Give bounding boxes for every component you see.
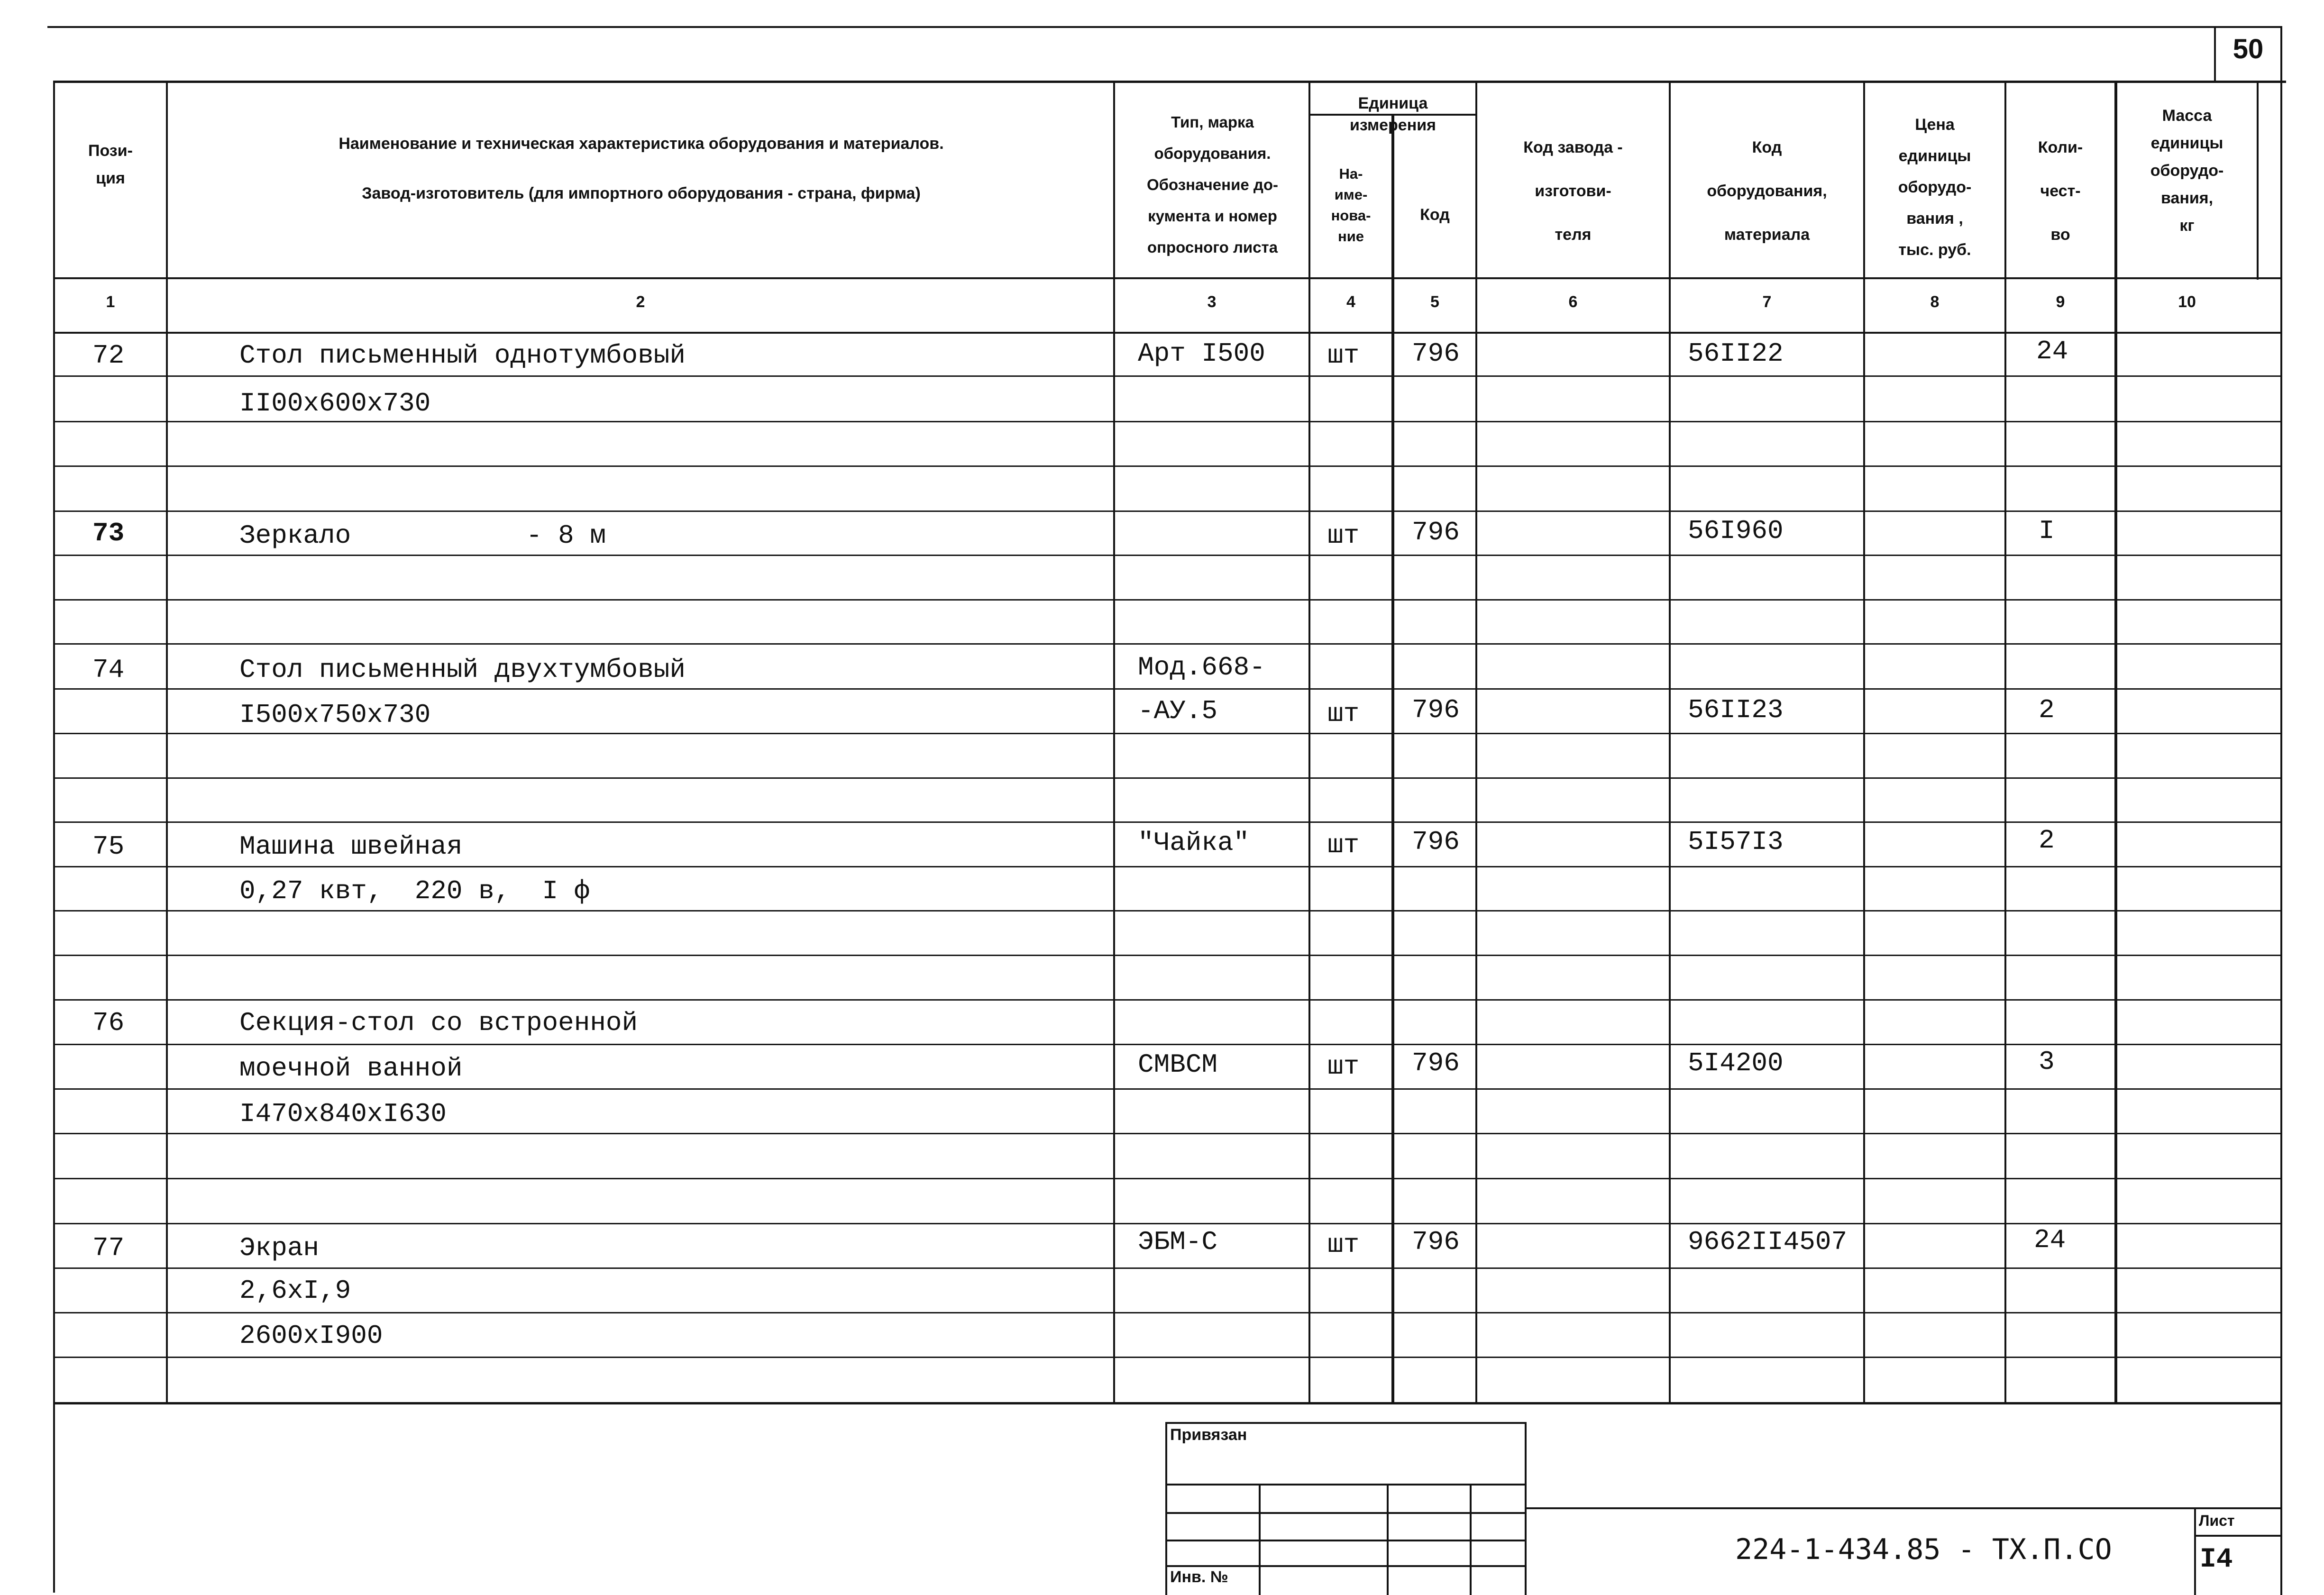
item-unit: шт xyxy=(1327,830,1360,860)
item-unit-code: 796 xyxy=(1412,695,1460,725)
stamp-line xyxy=(2194,1507,2196,1595)
row-line xyxy=(53,1223,2281,1224)
item-name-line: I500x750x730 xyxy=(239,700,431,730)
item-name-line: Экран xyxy=(239,1233,320,1263)
row-line xyxy=(53,999,2281,1001)
item-type-line: Мод.668- xyxy=(1138,652,1265,683)
column-number: 2 xyxy=(636,293,645,311)
item-name-line: Машина швейная xyxy=(239,831,463,862)
item-equipment-code: 56I960 xyxy=(1688,516,1784,546)
stamp-line xyxy=(1525,1422,1527,1595)
header-unit-name: На- име- нова- ние xyxy=(1331,165,1371,245)
column-number: 7 xyxy=(1762,293,1772,311)
header-name-line2: Завод-изготовитель (для импортного оборудования - страна, фирма) xyxy=(362,184,921,202)
stamp-line xyxy=(1259,1484,1261,1595)
item-unit: шт xyxy=(1327,520,1360,551)
item-name-line: Секция-стол со встроенной xyxy=(239,1008,638,1038)
item-quantity: 2 xyxy=(2039,695,2055,725)
header-mass: Масса единицы оборудо- вания, кг xyxy=(2150,107,2224,235)
item-unit-code: 796 xyxy=(1412,517,1460,547)
corner-sheet-number: 50 xyxy=(2233,34,2264,64)
item-unit: шт xyxy=(1327,699,1360,729)
item-position: 72 xyxy=(92,340,125,371)
item-quantity: 24 xyxy=(2036,336,2068,366)
row-line xyxy=(53,688,2281,690)
column-number: 3 xyxy=(1207,293,1217,311)
column-number: 9 xyxy=(2056,293,2065,311)
item-type-line: "Чайка" xyxy=(1138,828,1250,858)
item-quantity: I xyxy=(2039,516,2055,546)
row-line xyxy=(53,1044,2281,1045)
header-quantity: Коли- чест- во xyxy=(2038,138,2083,244)
item-quantity: 3 xyxy=(2039,1047,2055,1077)
row-line xyxy=(53,910,2281,911)
row-line xyxy=(53,1133,2281,1134)
header-price: Цена единицы оборудо- вания , тыс. руб. xyxy=(1898,116,1972,259)
table-bottom-line xyxy=(53,1402,2281,1404)
item-position: 73 xyxy=(92,518,125,548)
header-unit-code: Код xyxy=(1420,206,1450,224)
item-name-line: I470x840xI630 xyxy=(239,1099,447,1129)
item-name-line: Стол письменный однотумбовый xyxy=(239,340,686,371)
row-line xyxy=(53,375,2281,377)
colnum-bottom-line xyxy=(53,332,2281,334)
item-position: 76 xyxy=(92,1008,125,1038)
stamp-line xyxy=(1165,1512,1527,1514)
column-number: 6 xyxy=(1568,293,1578,311)
col-line xyxy=(2257,81,2259,280)
item-position: 74 xyxy=(92,655,125,685)
stamp-line xyxy=(1387,1484,1389,1595)
stamp-line xyxy=(1165,1565,1527,1567)
item-name-line: 2,6xI,9 xyxy=(239,1276,351,1306)
row-line xyxy=(53,1178,2281,1179)
item-unit: шт xyxy=(1327,1051,1360,1082)
item-equipment-code: 9662II4507 xyxy=(1688,1227,1848,1257)
item-type-line: -АУ.5 xyxy=(1138,696,1218,726)
item-type-line: ЭБМ-С xyxy=(1138,1227,1218,1257)
column-number: 5 xyxy=(1430,293,1439,311)
item-position: 75 xyxy=(92,831,125,862)
stamp-document-code: 224-1-434.85 - ТХ.П.СО xyxy=(1735,1533,2112,1566)
stamp-line xyxy=(1527,1507,2281,1509)
item-name-line: Стол письменный двухтумбовый xyxy=(239,655,686,685)
stamp-line xyxy=(2194,1535,2281,1537)
header-position: Пози- ция xyxy=(88,142,133,187)
row-line xyxy=(53,733,2281,734)
item-quantity: 2 xyxy=(2039,825,2055,856)
stamp-sheet-label: Лист xyxy=(2199,1512,2235,1529)
item-type-line: Арт I500 xyxy=(1138,338,1265,369)
top-border xyxy=(47,26,2280,28)
column-number: 10 xyxy=(2178,293,2196,311)
column-number: 4 xyxy=(1346,293,1355,311)
stamp-sheet-number: I4 xyxy=(2200,1544,2233,1575)
item-quantity: 24 xyxy=(2034,1225,2066,1255)
row-line xyxy=(53,643,2281,645)
header-bottom-line xyxy=(53,277,2281,279)
right-border xyxy=(2280,26,2282,1595)
table-top-border xyxy=(53,81,2286,83)
item-unit-code: 796 xyxy=(1412,338,1460,369)
stamp-line xyxy=(1470,1484,1472,1595)
item-name-line: II00x600x730 xyxy=(239,388,431,419)
row-line xyxy=(53,465,2281,467)
row-line xyxy=(53,555,2281,556)
row-line xyxy=(53,821,2281,823)
stamp-bound-label: Привязан xyxy=(1170,1426,1247,1444)
row-line xyxy=(53,866,2281,867)
row-line xyxy=(53,421,2281,422)
item-unit: шт xyxy=(1327,1230,1360,1260)
row-line xyxy=(53,1312,2281,1313)
item-unit: шт xyxy=(1327,340,1360,371)
header-equipment-code: Код оборудования, материала xyxy=(1707,138,1827,244)
item-unit-code: 796 xyxy=(1412,1048,1460,1078)
stamp-inventory-label: Инв. № xyxy=(1170,1568,1228,1586)
row-line xyxy=(53,599,2281,601)
header-type: Тип, марка оборудования. Обозначение до- кумента и номер опросного листа xyxy=(1147,113,1278,256)
header-factory-code: Код завода - изготови- теля xyxy=(1523,138,1623,244)
stamp-line xyxy=(1165,1422,1167,1595)
column-number: 1 xyxy=(106,293,115,311)
stamp-line xyxy=(1165,1484,1527,1486)
item-type-line: СМВСМ xyxy=(1138,1049,1218,1080)
item-name-line: Зеркало - 8 м xyxy=(239,520,606,551)
item-name-line: 0,27 квт, 220 в, I ф xyxy=(239,876,590,906)
row-line xyxy=(53,1357,2281,1358)
item-equipment-code: 56II22 xyxy=(1688,338,1784,369)
column-number: 8 xyxy=(1930,293,1940,311)
item-equipment-code: 5I4200 xyxy=(1688,1048,1784,1078)
item-equipment-code: 5I57I3 xyxy=(1688,827,1784,857)
row-line xyxy=(53,955,2281,956)
row-line xyxy=(53,1088,2281,1090)
item-unit-code: 796 xyxy=(1412,1227,1460,1257)
header-name-line1: Наименование и техническая характеристика оборудования и материалов. xyxy=(339,135,944,153)
header-unit: Единица измерения xyxy=(1350,94,1436,134)
item-position: 77 xyxy=(92,1233,125,1263)
item-equipment-code: 56II23 xyxy=(1688,695,1784,725)
stamp-line xyxy=(1165,1540,1527,1541)
row-line xyxy=(53,510,2281,512)
item-unit-code: 796 xyxy=(1412,827,1460,857)
row-line xyxy=(53,1267,2281,1269)
stamp-line xyxy=(1165,1422,1527,1424)
row-line xyxy=(53,777,2281,779)
item-name-line: 2600xI900 xyxy=(239,1321,383,1351)
item-name-line: моечной ванной xyxy=(239,1053,463,1084)
